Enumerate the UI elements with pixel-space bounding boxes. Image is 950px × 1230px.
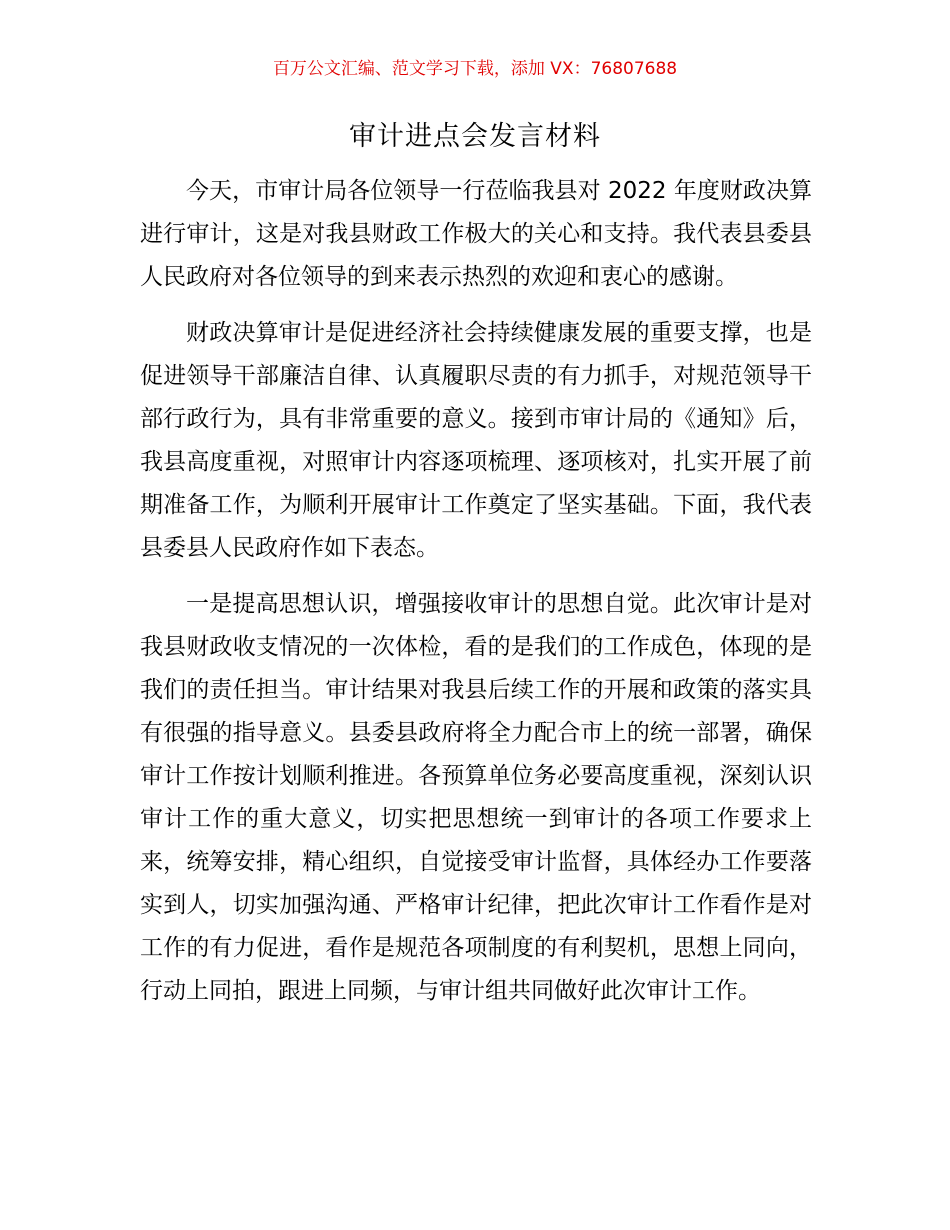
paragraph-3: 一是提高思想认识，增强接收审计的思想自觉。此次审计是对我县财政收支情况的一次体检，看的是我们的工作成色，体现的是我们的责任担当。审计结果对我县后续工作的开展和政策的落实具有很强的指导意义。县委县政府将全力配合市上的统一部署，确保审计工作按计划顺利推进。各预算单位务必要高度重视，深刻认识审计工作的重大意义，切实把思想统一到审计的各项工作要求上来，统筹安排，精心组织，自觉接受审计监督，具体经办工作要落实到人，切实加强沟通、严格审计纪律，把此次审计工作看作是对工作的有力促进，看作是规范各项制度的有利契机，思想上同向，行动上同拍，跟进上同频，与审计组共同做好此次审计工作。 <box>140 591 812 1004</box>
paragraph-2: 财政决算审计是促进经济社会持续健康发展的重要支撑，也是促进领导干部廉洁自律、认真履职尽责的有力抓手，对规范领导干部行政行为，具有非常重要的意义。接到市审计局的《通知》后，我县高度重视，对照审计内容逐项梳理、逐项核对，扎实开展了前期准备工作，为顺利开展审计工作奠定了坚实基础。下面，我代表县委县人民政府作如下表态。 <box>140 320 812 561</box>
header-banner: 百万公文汇编、范文学习下载，添加 VX：76807688 <box>272 59 678 79</box>
paragraph-1: 今天，市审计局各位领导一行莅临我县对 2022 年度财政决算进行审计，这是对我县财政工作极大的关心和支持。我代表县委县人民政府对各位领导的到来表示热烈的欢迎和衷心的感谢。 <box>140 178 812 290</box>
document-title: 审计进点会发言材料 <box>349 121 601 152</box>
document-body <box>140 170 812 1026</box>
